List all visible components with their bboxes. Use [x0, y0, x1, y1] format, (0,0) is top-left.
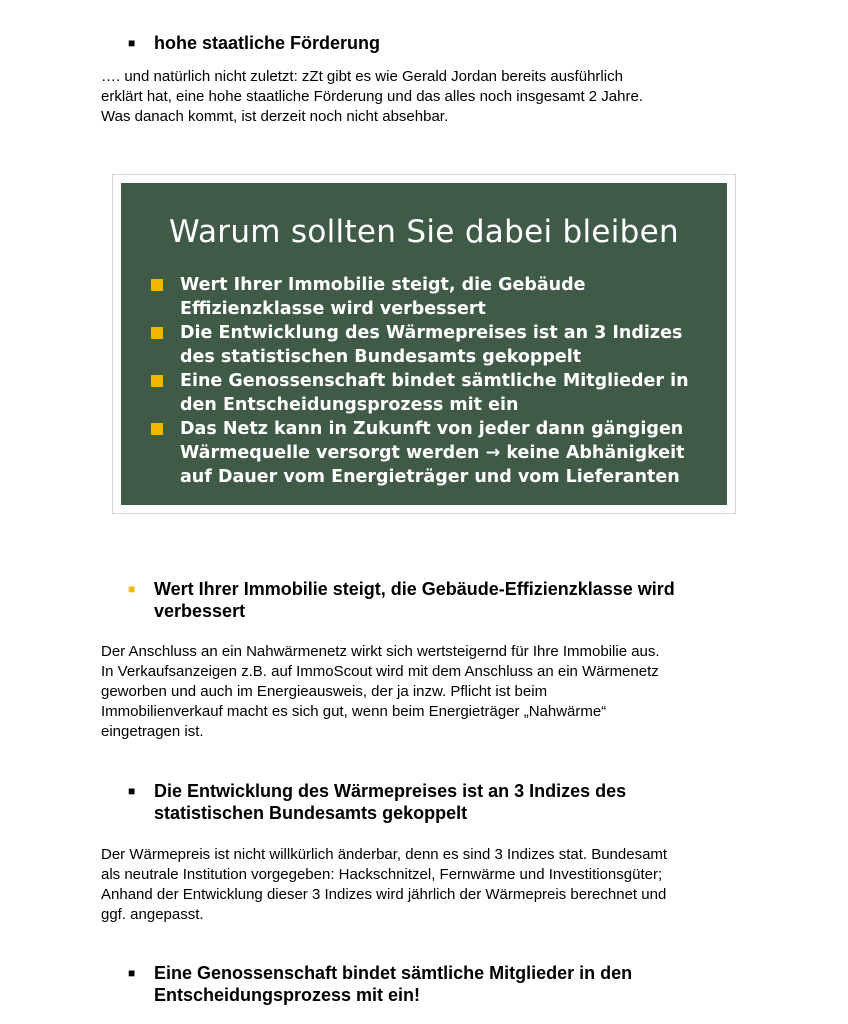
black-square-bullet-icon: ■	[128, 36, 136, 50]
slide-item-line: Wärmequelle versorgt werden → keine Abhänigkeit	[180, 443, 685, 463]
heading-line: verbessert	[154, 601, 246, 621]
yellow-square-bullet-icon	[151, 423, 163, 435]
slide-bullet-list	[151, 273, 711, 489]
heading-foerderung	[128, 32, 768, 54]
slide-bullet-item	[151, 273, 711, 321]
yellow-square-bullet-icon	[151, 327, 163, 339]
paragraph-immobilie	[101, 642, 771, 742]
yellow-square-bullet-icon	[151, 375, 163, 387]
heading-line: statistischen Bundesamts gekoppelt	[154, 803, 468, 823]
paragraph-line: erklärt hat, eine hohe staatliche Förderung und das alles noch insgesamt 2 Jahre.	[101, 88, 643, 105]
slide-item-line: des statistischen Bundesamts gekoppelt	[180, 347, 582, 367]
black-square-bullet-icon: ■	[128, 966, 136, 980]
heading-line: Wert Ihrer Immobilie steigt, die Gebäude-Effizienzklasse wird	[154, 579, 675, 599]
heading-line: Die Entwicklung des Wärmepreises ist an 3 Indizes des	[154, 781, 627, 801]
paragraph-waermepreis	[101, 845, 771, 925]
slide-bullet-item	[151, 417, 711, 489]
paragraph-line: Was danach kommt, ist derzeit noch nicht absehbar.	[101, 108, 449, 125]
slide-item-line: Eine Genossenschaft bindet sämtliche Mitglieder in	[180, 371, 689, 391]
slide-item-line: den Entscheidungsprozess mit ein	[180, 395, 519, 415]
slide-bullet-item	[151, 369, 711, 417]
heading-waermepreis	[128, 780, 768, 824]
slide-bullet-item	[151, 321, 711, 369]
paragraph-line: als neutrale Institution vorgegeben: Hackschnitzel, Fernwärme und Investitionsgüter;	[101, 866, 663, 883]
slide-item-line: Das Netz kann in Zukunft von jeder dann gängigen	[180, 419, 684, 439]
heading-line: Eine Genossenschaft bindet sämtliche Mitglieder in den	[154, 963, 633, 983]
paragraph-line: Der Wärmepreis ist nicht willkürlich änderbar, denn es sind 3 Indizes stat. Bundesamt	[101, 846, 668, 863]
paragraph-line: geworben und auch im Energieausweis, der ja inzw. Pflicht ist beim	[101, 683, 548, 700]
heading-genossenschaft	[128, 962, 768, 1006]
slide-item-line: Wert Ihrer Immobilie steigt, die Gebäude	[180, 275, 586, 295]
slide-image-frame	[112, 174, 736, 514]
paragraph-line: eingetragen ist.	[101, 723, 204, 740]
paragraph-line: Anhand der Entwicklung dieser 3 Indizes wird jährlich der Wärmepreis berechnet und	[101, 886, 667, 903]
paragraph-line: Der Anschluss an ein Nahwärmenetz wirkt sich wertsteigernd für Ihre Immobilie aus.	[101, 643, 660, 660]
paragraph-line: Immobilienverkauf macht es sich gut, wenn beim Energieträger „Nahwärme“	[101, 703, 607, 720]
slide-item-line: Effizienzklasse wird verbessert	[180, 299, 486, 319]
black-square-bullet-icon: ■	[128, 784, 136, 798]
yellow-square-bullet-icon	[151, 279, 163, 291]
heading-text: hohe staatliche Förderung	[154, 33, 381, 53]
yellow-square-bullet-icon: ■	[128, 582, 136, 596]
slide-item-line: auf Dauer vom Energieträger und vom Lieferanten	[180, 467, 680, 487]
heading-immobilie	[128, 578, 768, 622]
paragraph-line: In Verkaufsanzeigen z.B. auf ImmoScout wird mit dem Anschluss an ein Wärmenetz	[101, 663, 659, 680]
slide-title: Warum sollten Sie dabei bleiben	[169, 214, 679, 250]
intro-paragraph	[101, 67, 771, 127]
heading-line: Entscheidungsprozess mit ein!	[154, 985, 421, 1005]
paragraph-line: ggf. angepasst.	[101, 906, 204, 923]
paragraph-line: …. und natürlich nicht zuletzt: zZt gibt es wie Gerald Jordan bereits ausführlich	[101, 68, 623, 85]
slide	[121, 183, 727, 505]
slide-item-line: Die Entwicklung des Wärmepreises ist an 3 Indizes	[180, 323, 683, 343]
